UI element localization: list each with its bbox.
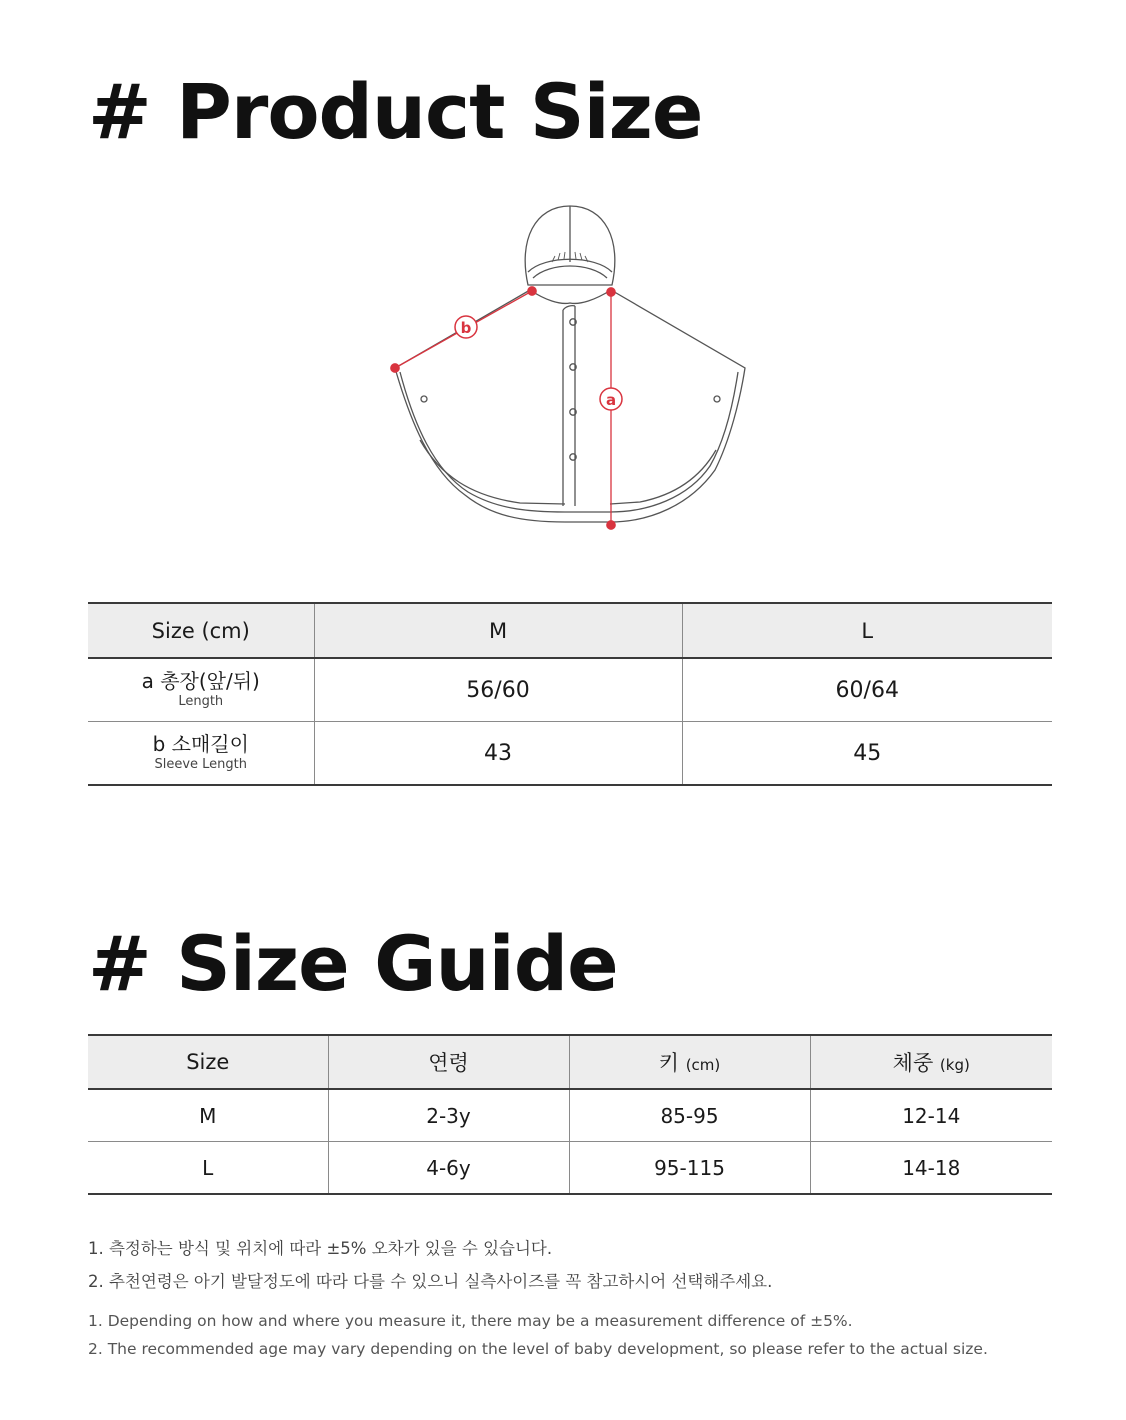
row-label <box>88 658 314 722</box>
marker-a <box>600 388 622 410</box>
header-l: L <box>682 603 1052 658</box>
sleeve-sub-label: Sleeve Length <box>154 757 248 772</box>
guide-size: L <box>88 1142 328 1195</box>
length-l: 60/64 <box>682 658 1052 722</box>
note-ko-1: 1. 측정하는 방식 및 위치에 따라 ±5% 오차가 있을 수 있습니다. <box>88 1239 553 1258</box>
table-header-row <box>88 1035 1052 1089</box>
header-size: Size <box>88 1035 328 1089</box>
sleeve-label: b 소매길이 <box>152 732 249 756</box>
guide-weight: 12-14 <box>810 1089 1052 1142</box>
guide-age: 2-3y <box>328 1089 569 1142</box>
note-ko-2: 2. 추천연령은 아기 발달정도에 따라 다를 수 있으니 실측사이즈를 꼭 참고하시어 선택해주세요. <box>88 1272 773 1291</box>
length-sub-label: Length <box>178 694 224 709</box>
guide-size: M <box>199 1103 217 1128</box>
header-m: M <box>314 603 682 658</box>
guide-weight: 14-18 <box>810 1142 1052 1195</box>
note-en-1: 1. Depending on how and where you measure it, there may be a measurement difference of ±5%. <box>88 1312 853 1330</box>
header-weight: 체중 (kg) <box>810 1035 1052 1089</box>
marker-b <box>455 316 477 338</box>
product-size-table <box>88 602 1052 786</box>
table-row <box>88 1089 1052 1142</box>
table-row <box>88 658 1052 722</box>
row-label <box>88 722 314 786</box>
svg-text:b: b <box>460 319 472 337</box>
product-size-title: # Product Size <box>88 67 703 156</box>
length-label: a 총장(앞/뒤) <box>141 669 260 693</box>
header-size: Size (cm) <box>88 603 314 658</box>
header-age: 연령 <box>328 1035 569 1089</box>
table-header-row <box>88 603 1052 658</box>
svg-text:a: a <box>605 391 617 409</box>
header-height: 키 (cm) <box>569 1035 810 1089</box>
guide-age: 4-6y <box>328 1142 569 1195</box>
note-en-2: 2. The recommended age may vary depending on the level of baby development, so please refer to the actual size. <box>88 1340 988 1358</box>
poncho-diagram <box>380 196 760 546</box>
table-row <box>88 722 1052 786</box>
guide-height: 95-115 <box>569 1142 810 1195</box>
guide-height: 85-95 <box>569 1089 810 1142</box>
sleeve-m: 43 <box>314 722 682 786</box>
size-guide-table <box>88 1034 1052 1195</box>
table-row <box>88 1142 1052 1195</box>
size-guide-title: # Size Guide <box>88 919 618 1008</box>
length-m: 56/60 <box>314 658 682 722</box>
sleeve-l: 45 <box>682 722 1052 786</box>
